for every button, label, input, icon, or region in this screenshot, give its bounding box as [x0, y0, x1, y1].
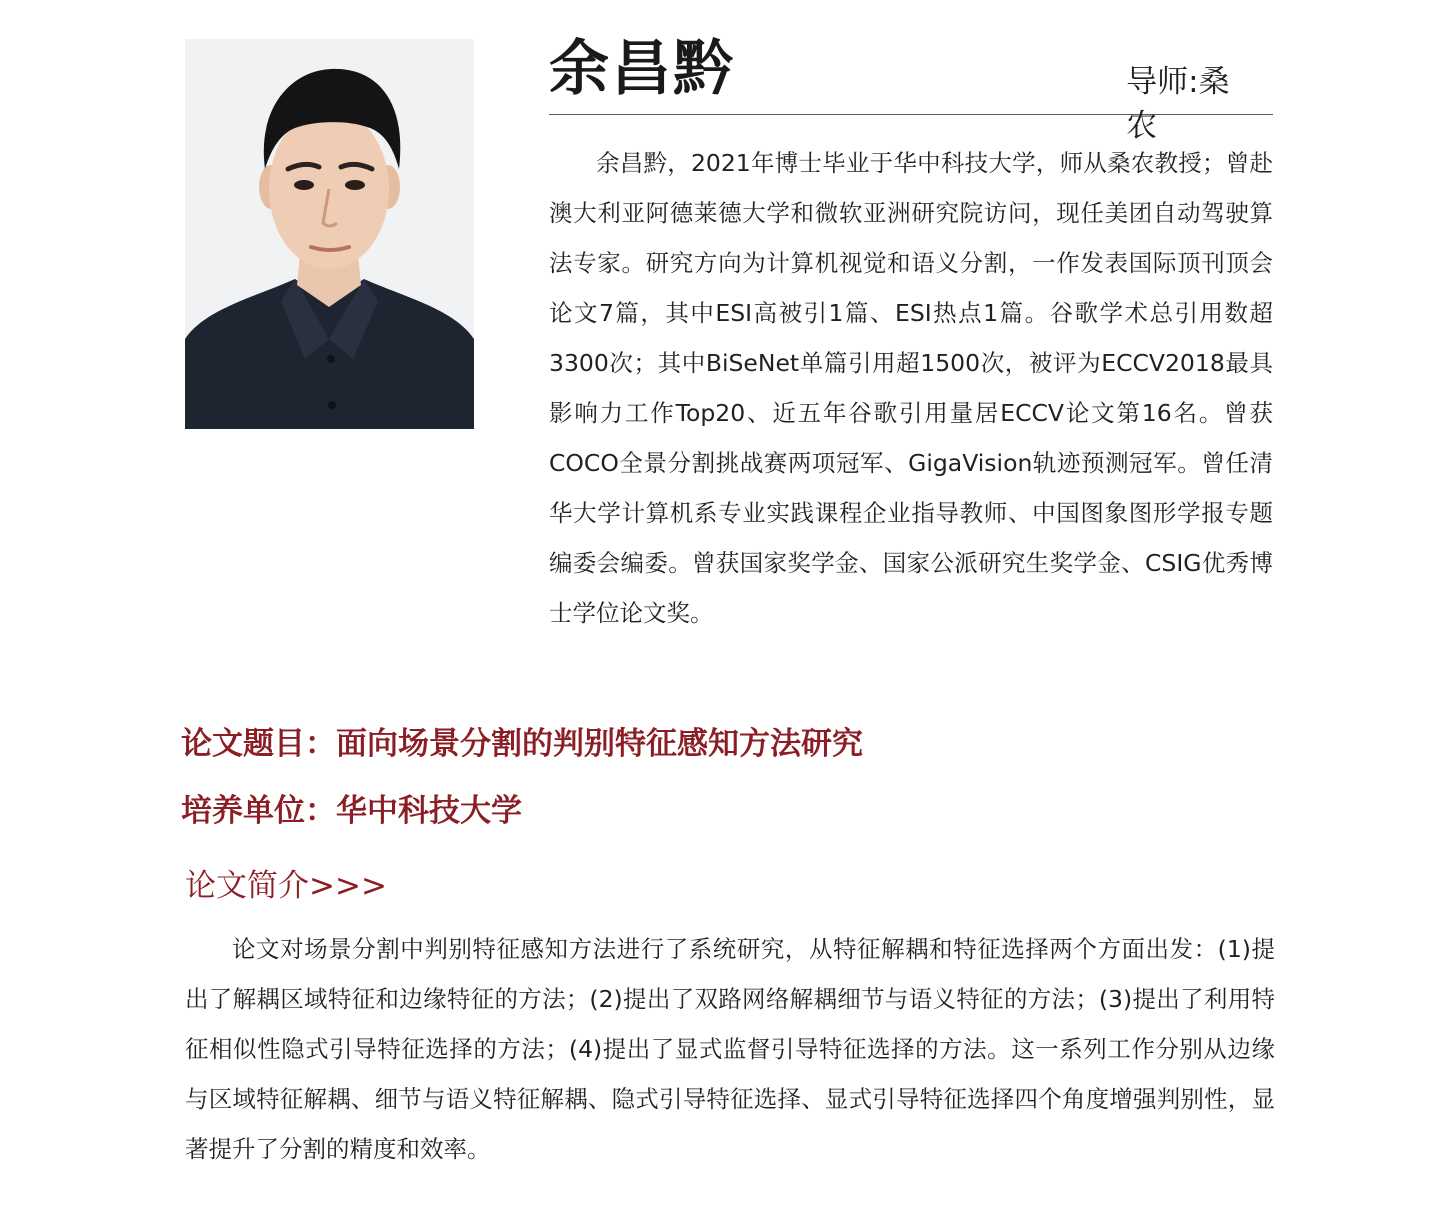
advisor-name: 桑农	[1126, 64, 1242, 144]
profile-header	[549, 30, 1273, 144]
abstract-heading: 论文简介>>>	[185, 868, 387, 904]
portrait-photo	[185, 39, 474, 429]
abstract-paragraph: 论文对场景分割中判别特征感知方法进行了系统研究，从特征解耦和特征选择两个方面出发：(1)提出了解耦区域特征和边缘特征的方法；(2)提出了双路网络解耦细节与语义特征的方法；(3)提出了利用特征相似性隐式引导特征选择的方法；(4)提出了显式监督引导特征选择的方法。这一系列工作分别从边缘与区域特征解耦、细节与语义特征解耦、隐式引导特征选择、显式引导特征选择四个角度增强判别性，显著提升了分割的精度和效率。	[185, 935, 1275, 1163]
training-institution: 培养单位：华中科技大学	[181, 793, 522, 829]
person-name: 余昌黔	[549, 34, 735, 104]
advisor-label: 导师:	[1126, 64, 1199, 100]
biography-paragraph: 余昌黔，2021年博士毕业于华中科技大学，师从桑农教授；曾赴澳大利亚阿德莱德大学和微软亚洲研究院访问，现任美团自动驾驶算法专家。研究方向为计算机视觉和语义分割，一作发表国际顶刊顶会论文7篇，其中ESI高被引1篇、ESI热点1篇。谷歌学术总引用数超3300次；其中BiSeNet单篇引用超1500次，被评为ECCV2018最具影响力工作Top20、近五年谷歌引用量居ECCV论文第16名。曾获COCO全景分割挑战赛两项冠军、GigaVision轨迹预测冠军。曾任清华大学计算机系专业实践课程企业指导教师、中国图象图形学报专题编委会编委。曾获国家奖学金、国家公派研究生奖学金、CSIG优秀博士学位论文奖。	[549, 149, 1273, 627]
advisor-line	[1126, 60, 1273, 148]
thesis-title: 论文题目：面向场景分割的判别特征感知方法研究	[181, 726, 863, 762]
